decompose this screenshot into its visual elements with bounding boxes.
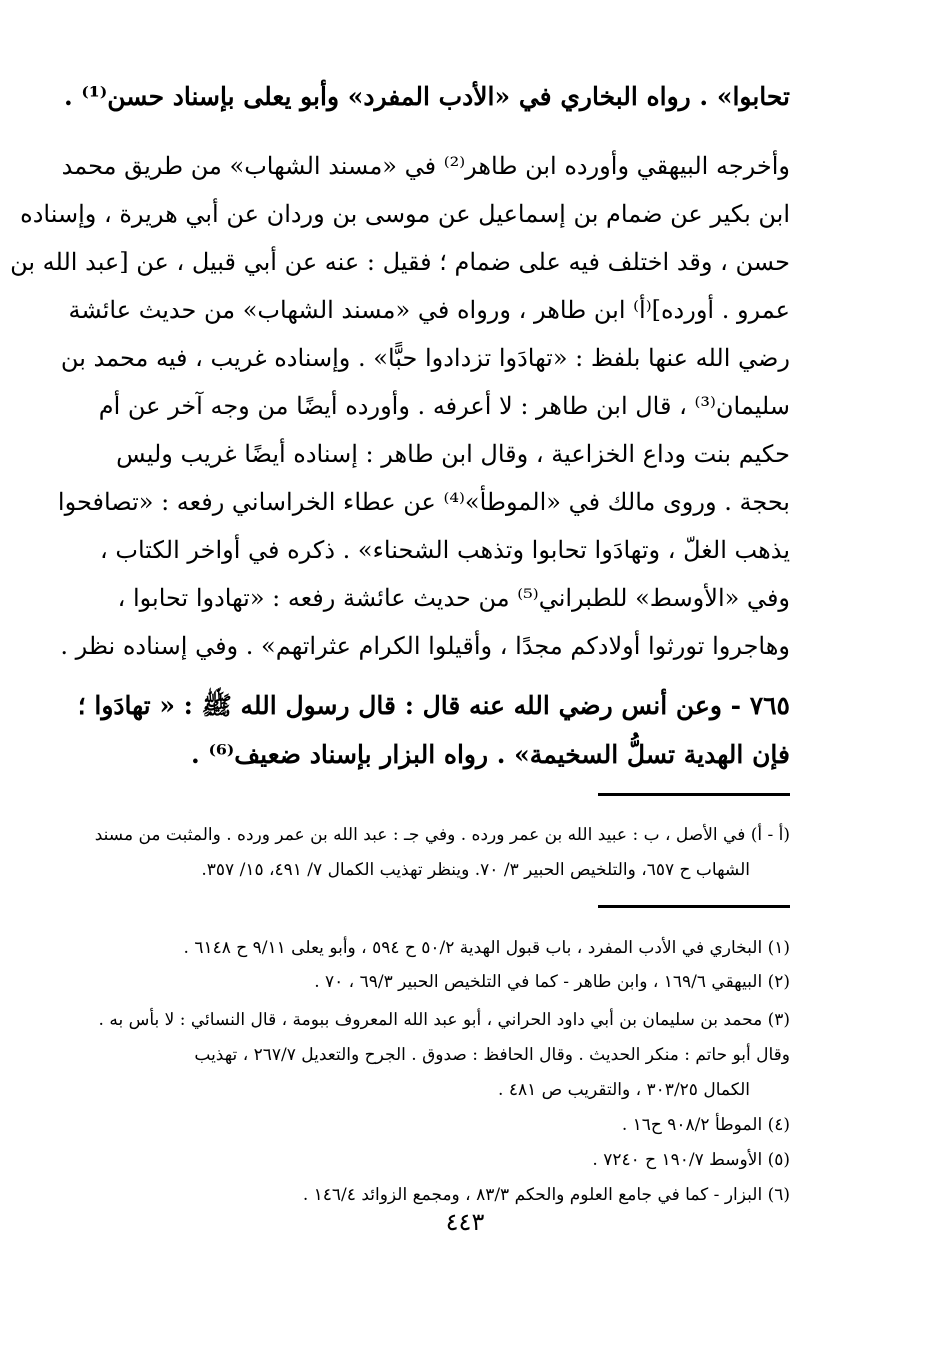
footnote-line: (٤) الموطأ ٩٠٨/٢ ح١٦ . — [621, 1115, 790, 1135]
page-number: ٤٤٣ — [445, 1208, 485, 1236]
paragraph-line: حكيم بنت وداع الخزاعية ، وقال ابن طاهر : إسناده أيضًا غريب وليس — [116, 440, 790, 468]
footnote-separator — [598, 905, 790, 908]
paragraph-line: وفي «الأوسط» للطبراني⁽⁵⁾ من حديث عائشة رفعه : «تهادوا تحابوا ، — [117, 584, 790, 612]
footnote-line: وقال أبو حاتم : منكر الحديث . وقال الحافظ : صدوق . الجرح والتعديل ٢٦٧/٧ ، تهذيب — [194, 1045, 790, 1065]
paragraph-line: ابن بكير عن ضمام بن إسماعيل عن موسى بن وردان عن أبي هريرة ، وإسناده — [20, 200, 790, 228]
paragraph-line: بحجة . وروى مالك في «الموطأ»⁽⁴⁾ عن عطاء الخراساني رفعه : «تصافحوا — [57, 488, 790, 516]
paragraph-line: يذهب الغلّ ، وتهادَوا تحابوا وتذهب الشحناء» . ذكره في أواخر الكتاب ، — [99, 536, 790, 564]
footnote-separator — [598, 793, 790, 796]
hadith-line: فإن الهدية تسلُّ السخيمة» . رواه البزار بإسناد ضعيف⁽⁶⁾ . — [191, 740, 790, 769]
footnote-line: (٣) محمد بن سليمان بن أبي داود الحراني ، أبو عبد الله المعروف ببومة ، قال النسائي : لا بأس به . — [98, 1010, 790, 1030]
hadith-line: ٧٦٥ - وعن أنس رضي الله عنه قال : قال رسول الله ﷺ : « تهادَوا ؛ — [77, 691, 790, 720]
paragraph-line: عمرو . أورده]⁽أ⁾ ابن طاهر ، ورواه في «مسند الشهاب» من حديث عائشة — [68, 296, 790, 324]
paragraph-line: حسن ، وقد اختلف فيه على ضمام ؛ فقيل : عنه عن أبي قبيل ، عن [عبد الله بن — [10, 248, 790, 276]
footnote-line: (٦) البزار - كما في جامع العلوم والحكم ٨٣/٣ ، ومجمع الزوائد ١٤٦/٤ . — [302, 1185, 790, 1205]
footnote-line: الكمال ٣٠٣/٢٥ ، والتقريب ص ٤٨١ . — [498, 1080, 750, 1100]
variant-note-line: الشهاب ح ٦٥٧، والتلخيص الحبير ٣/ ٧٠. وينظر تهذيب الكمال ٧/ ٤٩١، ١٥/ ٣٥٧. — [201, 860, 750, 880]
paragraph-line: سليمان⁽³⁾ ، قال ابن طاهر : لا أعرفه . وأورده أيضًا من وجه آخر عن أم — [98, 392, 790, 420]
footnote-line: (١) البخاري في الأدب المفرد ، باب قبول الهدية ٥٠/٢ ح ٥٩٤ ، وأبو يعلى ٩/١١ ح ٦١٤٨ . — [183, 938, 790, 958]
continued-hadith-line: تحابوا» . رواه البخاري في «الأدب المفرد» وأبو يعلى بإسناد حسن⁽¹⁾ . — [64, 82, 790, 111]
variant-note-line: (أ - أ) في الأصل ، ب : عبيد الله بن عمر ورده . وفي جـ : عبد الله بن عمر ورده . والمثبت من مسند — [94, 825, 790, 845]
footnote-line: (٢) البيهقي ١٦٩/٦ ، وابن طاهر - كما في التلخيص الحبير ٦٩/٣ ، ٧٠ . — [314, 972, 790, 992]
paragraph-line: رضي الله عنها بلفظ : «تهادَوا تزدادوا حبًّا» . وإسناده غريب ، فيه محمد بن — [60, 344, 790, 372]
paragraph-line: وهاجروا تورثوا أولادكم مجدًا ، وأقيلوا الكرام عثراتهم» . وفي إسناده نظر . — [60, 632, 790, 660]
footnote-line: (٥) الأوسط ١٩٠/٧ ح ٧٢٤٠ . — [592, 1150, 790, 1170]
paragraph-line: وأخرجه البيهقي وأورده ابن طاهر⁽²⁾ في «مسند الشهاب» من طريق محمد — [61, 152, 790, 180]
